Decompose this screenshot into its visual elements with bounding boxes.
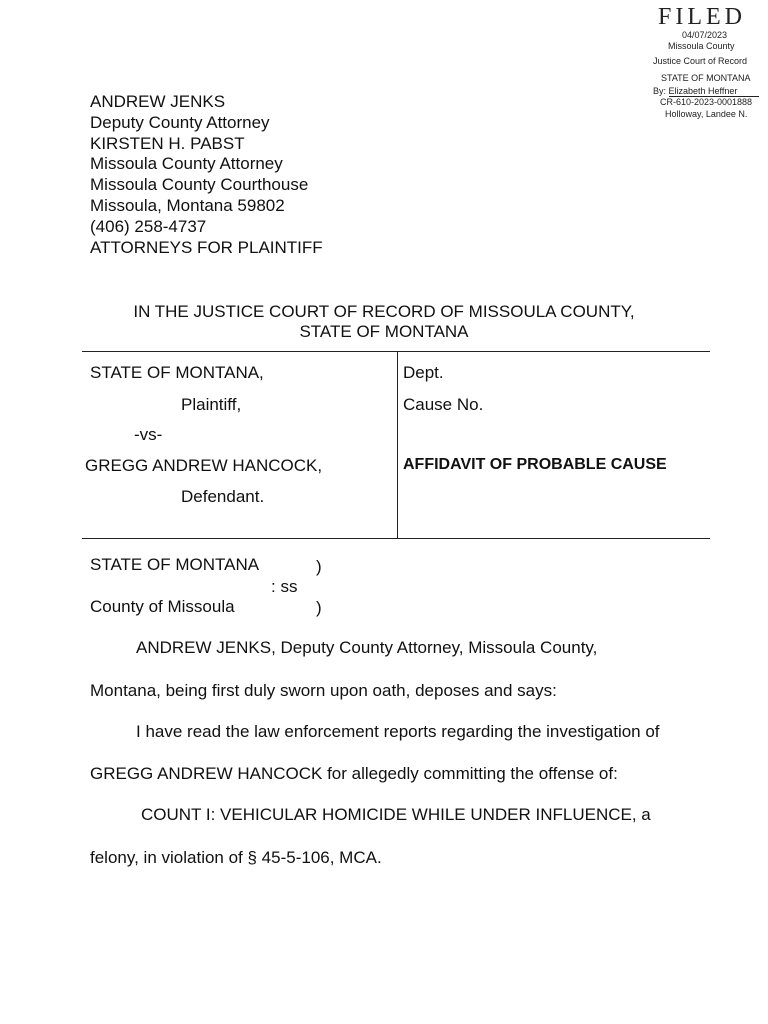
paragraph-3-line-1: COUNT I: VEHICULAR HOMICIDE WHILE UNDER INFLUENCE, a bbox=[141, 805, 651, 824]
caption-versus: -vs- bbox=[134, 425, 163, 444]
paragraph-1-line-2: Montana, being first duly sworn upon oath, deposes and says: bbox=[90, 681, 557, 700]
attorney-line: Missoula County Courthouse bbox=[90, 175, 309, 195]
attorney-block bbox=[90, 92, 323, 258]
caption-top-rule bbox=[82, 351, 710, 352]
filed-stamp-court: Justice Court of Record bbox=[653, 56, 748, 66]
filed-stamp-by-label: By: bbox=[653, 86, 667, 96]
caption-dept-label: Dept. bbox=[403, 363, 444, 382]
paragraph-1-line-1: ANDREW JENKS, Deputy County Attorney, Missoula County, bbox=[136, 638, 598, 657]
paragraph-3-line-2: felony, in violation of § 45-5-106, MCA. bbox=[90, 848, 382, 867]
document-title: AFFIDAVIT OF PROBABLE CAUSE bbox=[403, 456, 667, 473]
filed-stamp-date: 04/07/2023 bbox=[682, 30, 728, 40]
filed-stamp-county: Missoula County bbox=[668, 41, 735, 51]
attorney-line: Missoula, Montana 59802 bbox=[90, 195, 285, 215]
paragraph-2-line-1: I have read the law enforcement reports regarding the investigation of bbox=[136, 722, 660, 741]
venue-state: STATE OF MONTANA bbox=[90, 555, 260, 574]
attorney-line: KIRSTEN H. PABST bbox=[90, 133, 245, 153]
attorney-line: Missoula County Attorney bbox=[90, 154, 283, 174]
filed-stamp-clerk-signature: Elizabeth Heffner bbox=[669, 86, 759, 97]
venue-ss: : ss bbox=[271, 577, 298, 596]
paragraph-2-line-2: GREGG ANDREW HANCOCK for allegedly committing the offense of: bbox=[90, 764, 618, 783]
caption-bottom-rule bbox=[82, 538, 710, 539]
filed-stamp-by bbox=[653, 86, 759, 97]
filed-stamp-title: FILED bbox=[658, 4, 746, 30]
attorney-line: Deputy County Attorney bbox=[90, 112, 270, 132]
attorney-line: (406) 258-4737 bbox=[90, 216, 207, 236]
attorney-line: ATTORNEYS FOR PLAINTIFF bbox=[90, 237, 323, 257]
filed-stamp-case-number: CR-610-2023-0001888 bbox=[660, 97, 753, 107]
caption-divider bbox=[397, 352, 398, 538]
caption-defendant-role: Defendant. bbox=[181, 487, 265, 506]
filed-stamp-state: STATE OF MONTANA bbox=[661, 73, 751, 83]
attorney-line: ANDREW JENKS bbox=[90, 92, 226, 111]
caption-plaintiff-role: Plaintiff, bbox=[181, 395, 242, 414]
filed-stamp-judge: Holloway, Landee N. bbox=[665, 109, 748, 119]
caption-defendant-name: GREGG ANDREW HANCOCK, bbox=[85, 456, 323, 475]
venue-paren-bottom: ) bbox=[316, 598, 322, 617]
caption-plaintiff-name: STATE OF MONTANA, bbox=[90, 363, 264, 382]
caption-cause-label: Cause No. bbox=[403, 395, 484, 414]
venue-paren-top: ) bbox=[316, 557, 322, 576]
venue-county: County of Missoula bbox=[90, 597, 235, 616]
court-heading-line1: IN THE JUSTICE COURT OF RECORD OF MISSOULA COUNTY, bbox=[133, 302, 635, 321]
court-heading-line2: STATE OF MONTANA bbox=[299, 322, 469, 341]
